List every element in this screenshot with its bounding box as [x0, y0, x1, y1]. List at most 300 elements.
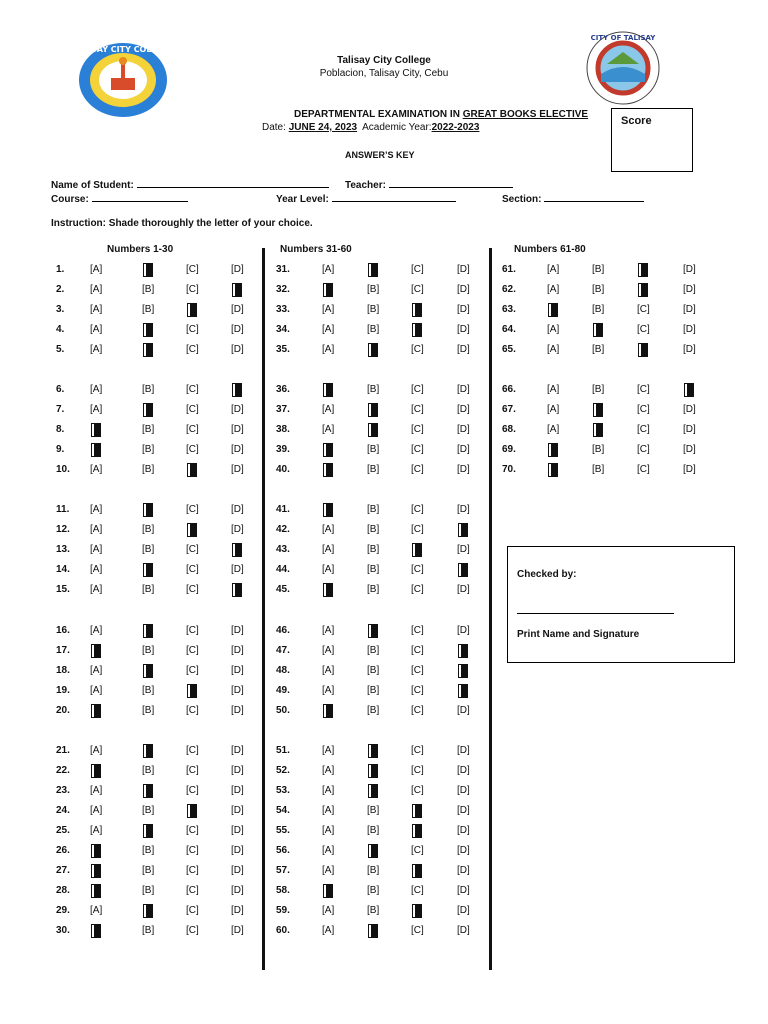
option-a[interactable]: [A] [90, 625, 103, 636]
option-b[interactable]: [B] [367, 524, 380, 535]
option-a[interactable]: [A] [90, 524, 103, 535]
shaded-bubble-icon [459, 524, 467, 536]
option-shaded-c[interactable] [411, 825, 421, 840]
option-d[interactable]: [D] [683, 424, 696, 435]
option-c[interactable]: [C] [411, 444, 424, 455]
option-shaded-b[interactable] [142, 625, 152, 640]
option-c[interactable]: [C] [186, 424, 199, 435]
option-shaded-c[interactable] [186, 464, 196, 479]
option-b[interactable]: [B] [142, 384, 155, 395]
option-shaded-b[interactable] [367, 845, 377, 860]
option-shaded-a[interactable] [90, 705, 100, 720]
option-b[interactable]: [B] [592, 464, 605, 475]
year-level-field[interactable]: Year Level: [276, 191, 456, 205]
option-c[interactable]: [C] [186, 564, 199, 575]
option-shaded-c[interactable] [411, 304, 421, 319]
option-shaded-d[interactable] [457, 524, 467, 539]
option-shaded-b[interactable] [367, 925, 377, 940]
option-c[interactable]: [C] [411, 384, 424, 395]
option-d[interactable]: [D] [231, 745, 244, 756]
option-shaded-b[interactable] [142, 905, 152, 920]
option-a[interactable]: [A] [90, 825, 103, 836]
option-shaded-b[interactable] [592, 424, 602, 439]
option-shaded-a[interactable] [90, 424, 100, 439]
option-c[interactable]: [C] [186, 765, 199, 776]
option-a[interactable]: [A] [322, 264, 335, 275]
option-c[interactable]: [C] [186, 865, 199, 876]
option-d[interactable]: [D] [457, 885, 470, 896]
option-b[interactable]: [B] [142, 524, 155, 535]
option-c[interactable]: [C] [411, 645, 424, 656]
option-c[interactable]: [C] [186, 504, 199, 515]
option-a[interactable]: [A] [90, 344, 103, 355]
option-a[interactable]: [A] [547, 404, 560, 415]
option-d[interactable]: [D] [231, 344, 244, 355]
option-a[interactable]: [A] [322, 765, 335, 776]
item-number: 46. [276, 625, 290, 636]
option-d[interactable]: [D] [683, 324, 696, 335]
option-c[interactable]: [C] [186, 825, 199, 836]
option-a[interactable]: [A] [90, 264, 103, 275]
option-shaded-d[interactable] [683, 384, 693, 399]
option-shaded-c[interactable] [411, 805, 421, 820]
option-d[interactable]: [D] [457, 745, 470, 756]
option-b[interactable]: [B] [367, 284, 380, 295]
teacher-field[interactable]: Teacher: [345, 177, 513, 191]
option-c[interactable]: [C] [411, 344, 424, 355]
option-c[interactable]: [C] [186, 745, 199, 756]
shaded-bubble-icon [92, 444, 100, 456]
item-number: 26. [56, 845, 70, 856]
option-d[interactable]: [D] [457, 865, 470, 876]
student-name-field[interactable]: Name of Student: [51, 177, 329, 191]
option-shaded-a[interactable] [547, 444, 557, 459]
option-shaded-a[interactable] [90, 865, 100, 880]
option-c[interactable]: [C] [411, 264, 424, 275]
score-box[interactable] [611, 108, 693, 172]
shaded-bubble-icon [144, 564, 152, 576]
option-shaded-b[interactable] [142, 785, 152, 800]
option-b[interactable]: [B] [367, 564, 380, 575]
option-d[interactable]: [D] [231, 805, 244, 816]
option-a[interactable]: [A] [322, 524, 335, 535]
option-shaded-b[interactable] [142, 344, 152, 359]
option-d[interactable]: [D] [231, 524, 244, 535]
option-shaded-d[interactable] [457, 645, 467, 660]
option-c[interactable]: [C] [186, 625, 199, 636]
option-shaded-d[interactable] [231, 384, 241, 399]
option-d[interactable]: [D] [683, 344, 696, 355]
option-c[interactable]: [C] [411, 424, 424, 435]
option-d[interactable]: [D] [231, 645, 244, 656]
option-shaded-c[interactable] [186, 524, 196, 539]
option-c[interactable]: [C] [411, 845, 424, 856]
option-c[interactable]: [C] [411, 705, 424, 716]
option-c[interactable]: [C] [411, 765, 424, 776]
option-shaded-c[interactable] [186, 304, 196, 319]
option-d[interactable]: [D] [231, 865, 244, 876]
option-b[interactable]: [B] [142, 304, 155, 315]
option-a[interactable]: [A] [547, 384, 560, 395]
option-a[interactable]: [A] [90, 665, 103, 676]
option-b[interactable]: [B] [367, 464, 380, 475]
option-b[interactable]: [B] [367, 885, 380, 896]
option-c[interactable]: [C] [637, 424, 650, 435]
option-d[interactable]: [D] [231, 464, 244, 475]
option-d[interactable]: [D] [231, 304, 244, 315]
option-shaded-c[interactable] [411, 865, 421, 880]
option-c[interactable]: [C] [637, 324, 650, 335]
option-d[interactable]: [D] [457, 464, 470, 475]
option-a[interactable]: [A] [547, 284, 560, 295]
option-a[interactable]: [A] [90, 404, 103, 415]
option-shaded-b[interactable] [367, 264, 377, 279]
option-a[interactable]: [A] [322, 745, 335, 756]
option-d[interactable]: [D] [231, 785, 244, 796]
option-d[interactable]: [D] [457, 264, 470, 275]
option-d[interactable]: [D] [683, 444, 696, 455]
option-c[interactable]: [C] [411, 885, 424, 896]
option-b[interactable]: [B] [367, 324, 380, 335]
option-a[interactable]: [A] [322, 625, 335, 636]
option-shaded-c[interactable] [411, 905, 421, 920]
option-d[interactable]: [D] [457, 304, 470, 315]
option-d[interactable]: [D] [231, 905, 244, 916]
option-a[interactable]: [A] [547, 264, 560, 275]
option-shaded-b[interactable] [142, 745, 152, 760]
item-number: 30. [56, 925, 70, 936]
option-b[interactable]: [B] [142, 865, 155, 876]
option-d[interactable]: [D] [231, 705, 244, 716]
option-b[interactable]: [B] [142, 464, 155, 475]
option-a[interactable]: [A] [322, 925, 335, 936]
option-a[interactable]: [A] [547, 344, 560, 355]
option-shaded-b[interactable] [592, 324, 602, 339]
option-d[interactable]: [D] [231, 264, 244, 275]
option-a[interactable]: [A] [322, 404, 335, 415]
option-c[interactable]: [C] [411, 404, 424, 415]
item-number: 33. [276, 304, 290, 315]
option-d[interactable]: [D] [231, 825, 244, 836]
option-d[interactable]: [D] [457, 544, 470, 555]
option-b[interactable]: [B] [367, 544, 380, 555]
option-b[interactable]: [B] [142, 444, 155, 455]
option-shaded-d[interactable] [457, 665, 467, 680]
option-b[interactable]: [B] [142, 685, 155, 696]
option-b[interactable]: [B] [367, 304, 380, 315]
option-a[interactable]: [A] [322, 665, 335, 676]
option-shaded-a[interactable] [322, 885, 332, 900]
option-shaded-b[interactable] [367, 404, 377, 419]
option-a[interactable]: [A] [90, 564, 103, 575]
option-a[interactable]: [A] [322, 344, 335, 355]
option-shaded-c[interactable] [411, 324, 421, 339]
option-a[interactable]: [A] [322, 905, 335, 916]
option-c[interactable]: [C] [186, 344, 199, 355]
option-c[interactable]: [C] [411, 665, 424, 676]
option-d[interactable]: [D] [457, 324, 470, 335]
item-number: 29. [56, 905, 70, 916]
option-shaded-c[interactable] [186, 685, 196, 700]
option-d[interactable]: [D] [457, 404, 470, 415]
option-d[interactable]: [D] [231, 404, 244, 415]
option-d[interactable]: [D] [231, 564, 244, 575]
option-b[interactable]: [B] [142, 765, 155, 776]
option-b[interactable]: [B] [367, 705, 380, 716]
option-a[interactable]: [A] [90, 544, 103, 555]
option-shaded-b[interactable] [142, 504, 152, 519]
option-c[interactable]: [C] [411, 504, 424, 515]
option-b[interactable]: [B] [142, 805, 155, 816]
option-a[interactable]: [A] [547, 424, 560, 435]
option-a[interactable]: [A] [90, 905, 103, 916]
option-b[interactable]: [B] [142, 424, 155, 435]
option-shaded-a[interactable] [90, 444, 100, 459]
item-number: 5. [56, 344, 65, 355]
option-b[interactable]: [B] [367, 865, 380, 876]
option-b[interactable]: [B] [367, 825, 380, 836]
option-b[interactable]: [B] [367, 645, 380, 656]
option-a[interactable]: [A] [322, 825, 335, 836]
option-shaded-b[interactable] [367, 344, 377, 359]
option-shaded-b[interactable] [142, 564, 152, 579]
option-a[interactable]: [A] [322, 324, 335, 335]
option-a[interactable]: [A] [90, 284, 103, 295]
option-shaded-a[interactable] [90, 885, 100, 900]
option-d[interactable]: [D] [457, 705, 470, 716]
option-d[interactable]: [D] [231, 444, 244, 455]
option-shaded-c[interactable] [637, 284, 647, 299]
option-a[interactable]: [A] [322, 304, 335, 315]
option-shaded-c[interactable] [186, 805, 196, 820]
option-d[interactable]: [D] [683, 284, 696, 295]
option-d[interactable]: [D] [457, 504, 470, 515]
option-c[interactable]: [C] [411, 524, 424, 535]
option-d[interactable]: [D] [457, 625, 470, 636]
option-c[interactable]: [C] [637, 384, 650, 395]
option-c[interactable]: [C] [411, 284, 424, 295]
option-c[interactable]: [C] [637, 304, 650, 315]
option-b[interactable]: [B] [592, 384, 605, 395]
option-c[interactable]: [C] [411, 564, 424, 575]
option-c[interactable]: [C] [186, 324, 199, 335]
option-c[interactable]: [C] [411, 745, 424, 756]
option-c[interactable]: [C] [637, 464, 650, 475]
option-b[interactable]: [B] [367, 444, 380, 455]
option-shaded-c[interactable] [637, 344, 647, 359]
option-d[interactable]: [D] [231, 765, 244, 776]
option-shaded-d[interactable] [231, 584, 241, 599]
option-d[interactable]: [D] [231, 424, 244, 435]
option-c[interactable]: [C] [186, 785, 199, 796]
option-shaded-a[interactable] [547, 464, 557, 479]
option-c[interactable]: [C] [637, 444, 650, 455]
option-shaded-b[interactable] [367, 625, 377, 640]
option-d[interactable]: [D] [457, 905, 470, 916]
option-d[interactable]: [D] [231, 625, 244, 636]
option-a[interactable]: [A] [90, 745, 103, 756]
shaded-bubble-icon [369, 404, 377, 416]
option-d[interactable]: [D] [457, 284, 470, 295]
option-d[interactable]: [D] [457, 825, 470, 836]
option-a[interactable]: [A] [322, 785, 335, 796]
option-shaded-b[interactable] [592, 404, 602, 419]
option-d[interactable]: [D] [457, 845, 470, 856]
option-shaded-c[interactable] [411, 544, 421, 559]
option-shaded-b[interactable] [142, 324, 152, 339]
option-d[interactable]: [D] [457, 785, 470, 796]
option-shaded-d[interactable] [231, 284, 241, 299]
option-shaded-a[interactable] [90, 925, 100, 940]
option-b[interactable]: [B] [367, 504, 380, 515]
option-c[interactable]: [C] [186, 905, 199, 916]
option-a[interactable]: [A] [322, 865, 335, 876]
option-shaded-d[interactable] [457, 685, 467, 700]
option-b[interactable]: [B] [142, 584, 155, 595]
option-a[interactable]: [A] [90, 785, 103, 796]
option-b[interactable]: [B] [592, 444, 605, 455]
option-d[interactable]: [D] [457, 344, 470, 355]
option-d[interactable]: [D] [231, 845, 244, 856]
option-c[interactable]: [C] [411, 685, 424, 696]
option-b[interactable]: [B] [367, 384, 380, 395]
option-shaded-a[interactable] [322, 444, 332, 459]
option-c[interactable]: [C] [186, 885, 199, 896]
option-a[interactable]: [A] [322, 645, 335, 656]
option-a[interactable]: [A] [90, 584, 103, 595]
section-field[interactable]: Section: [502, 191, 644, 205]
option-d[interactable]: [D] [683, 464, 696, 475]
option-a[interactable]: [A] [90, 324, 103, 335]
option-c[interactable]: [C] [411, 625, 424, 636]
option-b[interactable]: [B] [592, 264, 605, 275]
option-b[interactable]: [B] [367, 685, 380, 696]
option-c[interactable]: [C] [411, 584, 424, 595]
option-c[interactable]: [C] [186, 264, 199, 275]
option-c[interactable]: [C] [186, 925, 199, 936]
course-field[interactable]: Course: [51, 191, 188, 205]
option-a[interactable]: [A] [322, 685, 335, 696]
option-b[interactable]: [B] [142, 645, 155, 656]
option-c[interactable]: [C] [411, 785, 424, 796]
option-c[interactable]: [C] [186, 705, 199, 716]
option-a[interactable]: [A] [322, 805, 335, 816]
option-c[interactable]: [C] [186, 544, 199, 555]
option-b[interactable]: [B] [367, 584, 380, 595]
option-shaded-b[interactable] [142, 404, 152, 419]
option-a[interactable]: [A] [90, 504, 103, 515]
option-shaded-d[interactable] [231, 544, 241, 559]
option-c[interactable]: [C] [186, 404, 199, 415]
option-shaded-a[interactable] [322, 384, 332, 399]
option-d[interactable]: [D] [231, 925, 244, 936]
option-shaded-a[interactable] [322, 464, 332, 479]
option-d[interactable]: [D] [231, 885, 244, 896]
option-a[interactable]: [A] [90, 464, 103, 475]
signature-line[interactable] [517, 613, 674, 614]
option-b[interactable]: [B] [592, 284, 605, 295]
option-b[interactable]: [B] [142, 544, 155, 555]
option-shaded-b[interactable] [367, 785, 377, 800]
option-c[interactable]: [C] [411, 925, 424, 936]
shaded-bubble-icon [413, 825, 421, 837]
option-shaded-b[interactable] [142, 665, 152, 680]
option-shaded-d[interactable] [457, 564, 467, 579]
option-d[interactable]: [D] [683, 404, 696, 415]
option-shaded-a[interactable] [90, 765, 100, 780]
option-d[interactable]: [D] [457, 384, 470, 395]
option-b[interactable]: [B] [367, 905, 380, 916]
option-a[interactable]: [A] [90, 304, 103, 315]
option-d[interactable]: [D] [231, 685, 244, 696]
option-d[interactable]: [D] [231, 504, 244, 515]
option-shaded-a[interactable] [322, 705, 332, 720]
option-shaded-a[interactable] [322, 504, 332, 519]
option-a[interactable]: [A] [322, 845, 335, 856]
option-a[interactable]: [A] [90, 805, 103, 816]
option-c[interactable]: [C] [186, 584, 199, 595]
option-b[interactable]: [B] [367, 805, 380, 816]
option-c[interactable]: [C] [637, 404, 650, 415]
option-d[interactable]: [D] [457, 424, 470, 435]
option-b[interactable]: [B] [592, 304, 605, 315]
option-shaded-a[interactable] [547, 304, 557, 319]
option-b[interactable]: [B] [367, 665, 380, 676]
option-shaded-b[interactable] [142, 825, 152, 840]
option-shaded-b[interactable] [367, 765, 377, 780]
option-d[interactable]: [D] [231, 665, 244, 676]
option-a[interactable]: [A] [547, 324, 560, 335]
option-a[interactable]: [A] [322, 424, 335, 435]
option-d[interactable]: [D] [683, 304, 696, 315]
option-d[interactable]: [D] [231, 324, 244, 335]
option-c[interactable]: [C] [411, 464, 424, 475]
option-d[interactable]: [D] [457, 765, 470, 776]
option-b[interactable]: [B] [142, 705, 155, 716]
option-b[interactable]: [B] [142, 845, 155, 856]
option-c[interactable]: [C] [186, 845, 199, 856]
option-shaded-b[interactable] [367, 745, 377, 760]
option-c[interactable]: [C] [186, 665, 199, 676]
option-d[interactable]: [D] [683, 264, 696, 275]
option-shaded-a[interactable] [322, 284, 332, 299]
option-a[interactable]: [A] [90, 384, 103, 395]
option-a[interactable]: [A] [322, 564, 335, 575]
shaded-bubble-icon [369, 785, 377, 797]
option-d[interactable]: [D] [457, 925, 470, 936]
option-shaded-c[interactable] [637, 264, 647, 279]
option-c[interactable]: [C] [186, 284, 199, 295]
option-c[interactable]: [C] [186, 384, 199, 395]
shaded-bubble-icon [233, 544, 241, 556]
option-shaded-b[interactable] [142, 264, 152, 279]
option-shaded-a[interactable] [90, 845, 100, 860]
option-d[interactable]: [D] [457, 444, 470, 455]
option-d[interactable]: [D] [457, 805, 470, 816]
option-a[interactable]: [A] [322, 544, 335, 555]
option-c[interactable]: [C] [186, 444, 199, 455]
option-c[interactable]: [C] [186, 645, 199, 656]
option-b[interactable]: [B] [142, 925, 155, 936]
option-shaded-b[interactable] [367, 424, 377, 439]
option-shaded-a[interactable] [90, 645, 100, 660]
option-d[interactable]: [D] [457, 584, 470, 595]
option-a[interactable]: [A] [90, 685, 103, 696]
option-b[interactable]: [B] [142, 885, 155, 896]
option-b[interactable]: [B] [592, 344, 605, 355]
option-shaded-a[interactable] [322, 584, 332, 599]
option-b[interactable]: [B] [142, 284, 155, 295]
